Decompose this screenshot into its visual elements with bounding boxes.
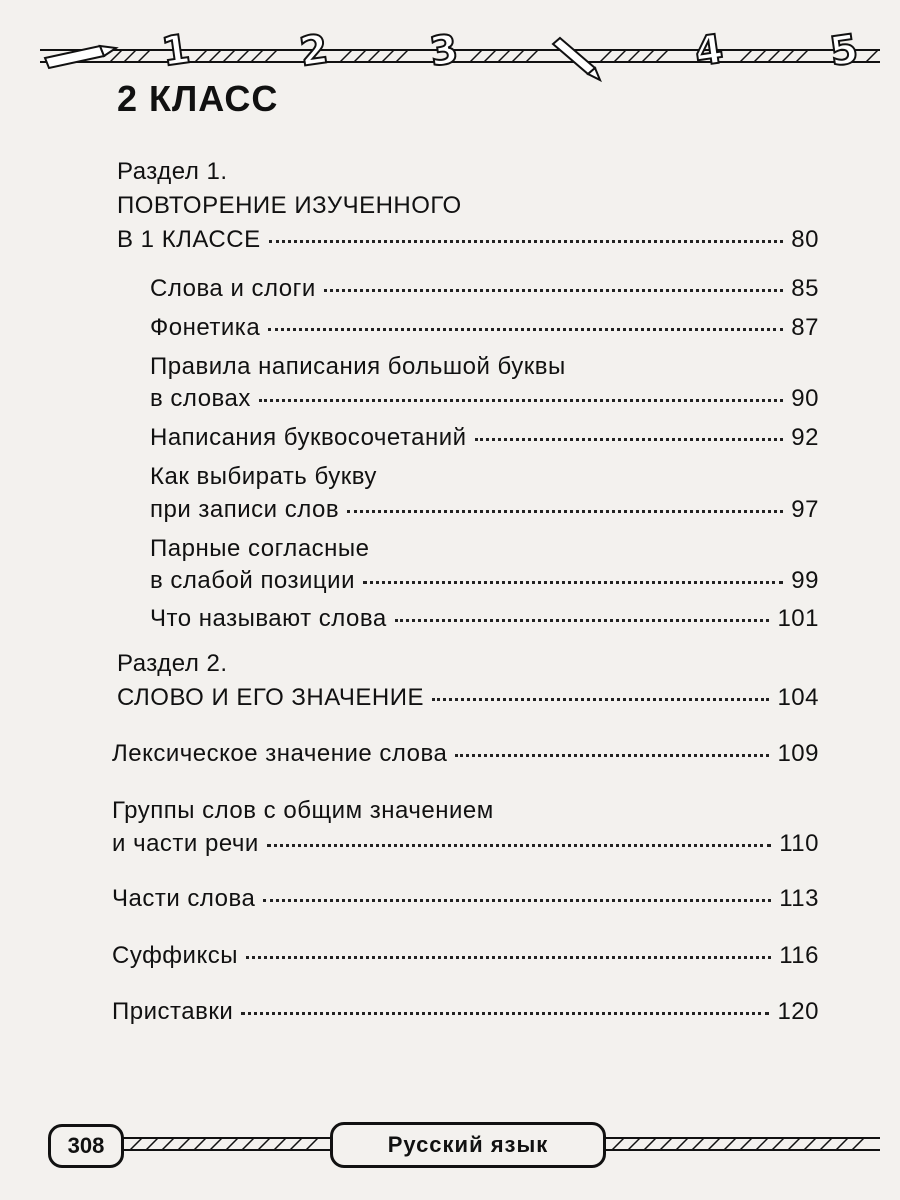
- toc-page-number: 99: [791, 567, 819, 594]
- toc-entry-label: Части слова: [112, 885, 256, 912]
- toc-entry-label: Суффиксы: [112, 942, 238, 969]
- toc-entry-label: Слова и слоги: [150, 275, 316, 302]
- toc-page-number: 120: [777, 998, 819, 1025]
- dot-leader: [347, 510, 783, 513]
- dot-leader: [263, 899, 771, 902]
- toc-entry-label: и части речи: [112, 830, 259, 857]
- toc-page-number: 92: [791, 424, 819, 451]
- toc-entry-label: В 1 КЛАССЕ: [117, 226, 261, 253]
- toc-page-number: 80: [791, 226, 819, 253]
- toc-entry-label: СЛОВО И ЕГО ЗНАЧЕНИЕ: [117, 684, 424, 711]
- pencil-icon-right: [553, 38, 600, 80]
- toc-entry-section-2: [117, 684, 819, 712]
- toc-page-number: 110: [779, 830, 819, 857]
- toc-entry: [150, 385, 819, 413]
- toc-entry: [150, 605, 819, 633]
- dot-leader: [475, 438, 784, 441]
- toc-page-number: 116: [779, 942, 819, 969]
- toc-entry-label: Фонетика: [150, 314, 261, 341]
- toc-entry-label: при записи слов: [150, 496, 340, 523]
- section-1-heading: Раздел 1.: [117, 158, 228, 185]
- toc-entry: [150, 275, 819, 303]
- dot-leader: [432, 698, 769, 701]
- digit-4: 4: [691, 26, 726, 76]
- toc-page-number: 104: [777, 684, 819, 711]
- toc-entry-label-line1: Как выбирать букву: [150, 463, 377, 490]
- toc-entry-label-line1: Группы слов с общим значением: [112, 797, 494, 824]
- digit-2: 2: [296, 26, 331, 76]
- toc-entry-label-line1: Правила написания большой буквы: [150, 353, 566, 380]
- dot-leader: [395, 619, 770, 622]
- toc-entry-label: в слабой позиции: [150, 567, 355, 594]
- toc-page-number: 101: [777, 605, 819, 632]
- toc-page-number: 85: [791, 275, 819, 302]
- toc-entry-label: Лексическое значение слова: [112, 740, 448, 767]
- toc-entry: [112, 830, 819, 858]
- digit-5: 5: [826, 26, 861, 76]
- digit-1: 1: [158, 26, 193, 76]
- toc-entry: [150, 424, 819, 452]
- dot-leader: [363, 581, 783, 584]
- subject-label: Русский язык: [330, 1122, 606, 1168]
- toc-entry: [150, 567, 819, 595]
- digit-3: 3: [426, 26, 461, 76]
- dot-leader: [241, 1012, 769, 1015]
- toc-entry-label: Написания буквосочетаний: [150, 424, 467, 451]
- toc-entry-label-line1: Парные согласные: [150, 535, 370, 562]
- dot-leader: [246, 956, 771, 959]
- toc-entry: [150, 314, 819, 342]
- toc-entry-label: Что называют слова: [150, 605, 387, 632]
- toc-page-number: 87: [791, 314, 819, 341]
- dot-leader: [324, 289, 783, 292]
- toc-page-number: 90: [791, 385, 819, 412]
- toc-entry-label: Приставки: [112, 998, 234, 1025]
- toc-entry: [112, 740, 819, 768]
- section-2-heading: Раздел 2.: [117, 650, 228, 677]
- toc-entry: [150, 496, 819, 524]
- section-1-title-line1: ПОВТОРЕНИЕ ИЗУЧЕННОГО: [117, 192, 462, 219]
- toc-page-number: 113: [779, 885, 819, 912]
- toc-entry-section-1: [117, 226, 819, 254]
- page-title: 2 КЛАСС: [117, 78, 279, 119]
- dot-leader: [455, 754, 769, 757]
- toc-page-number: 97: [791, 496, 819, 523]
- toc-page-number: 109: [777, 740, 819, 767]
- page-number: 308: [48, 1124, 124, 1168]
- dot-leader: [269, 240, 784, 243]
- toc-entry: [112, 942, 819, 970]
- toc-entry: [112, 885, 819, 913]
- dot-leader: [268, 328, 783, 331]
- toc-entry-label: в словах: [150, 385, 251, 412]
- dot-leader: [259, 399, 783, 402]
- toc-entry: [112, 998, 819, 1026]
- dot-leader: [267, 844, 771, 847]
